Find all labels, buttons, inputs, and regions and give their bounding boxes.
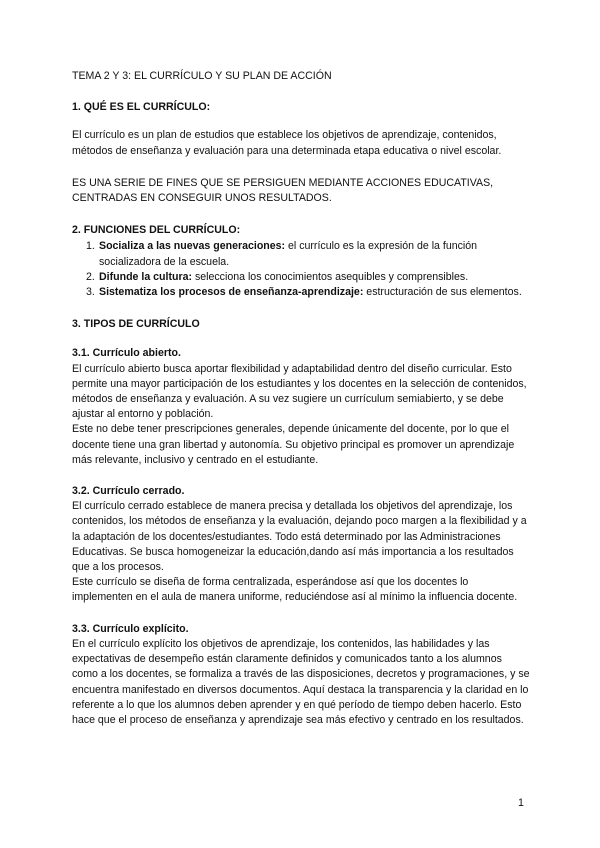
page-number: 1 <box>518 797 524 809</box>
list-item-text: selecciona los conocimientos asequibles y comprensibles. <box>192 270 469 283</box>
subsection-3-1-paragraph-2: Este no debe tener prescripciones generales, depende únicamente del docente, por lo que el docente tiene una gran libertad y autonomía. Su objetivo principal es promover un aprendizaje más relevante, inclusivo y centrado en el estudiante. <box>72 423 515 466</box>
list-item <box>72 239 530 269</box>
functions-list <box>72 239 530 300</box>
document-title: TEMA 2 Y 3: EL CURRÍCULO Y SU PLAN DE ACCIÓN <box>72 70 332 82</box>
section-1-paragraph: El currículo es un plan de estudios que establece los objetivos de aprendizaje, contenidos, métodos de enseñanza y evaluación para una determinada etapa educativa o nivel escolar. <box>72 129 502 157</box>
subsection-open-curriculum <box>72 346 530 468</box>
subsection-3-3-paragraph-1: En el currículo explícito los objetivos de aprendizaje, los contenidos, las habilidades y las expectativas de desempeño están claramente definidos y comunicados tanto a los alumnos como a los docentes, se formaliza a través de las disposiciones, decretos y programaciones, y se encuentra manifestado en diversos documentos. Aquí destaca la transparencia y la claridad en lo referente a lo que los alumnos deben aprender y en qué período de tiempo deben hacerlo. Esto hace que el proceso de enseñanza y aprendizaje sea más efectivo y centrado en los resultados. <box>72 637 530 726</box>
list-item <box>72 270 530 285</box>
subsection-3-1-paragraph-1: El currículo abierto busca aportar flexibilidad y adaptabilidad dentro del diseño curricular. Esto permite una mayor participación de los estudiantes y los docentes en la selección de contenidos, métodos de enseñanza y evaluación. A su vez sugiere un currículum semiabierto, y se debe ajustar al entorno y población. <box>72 362 527 421</box>
subsection-explicit-curriculum <box>72 622 530 728</box>
subsection-3-1-heading: 3.1. Currículo abierto. <box>72 347 181 360</box>
subsection-3-2-paragraph-2: Este currículo se diseña de forma centralizada, esperándose así que los docentes lo implementen en el aula de manera uniforme, reduciéndose así al mínimo la influencia docente. <box>72 576 518 604</box>
subsection-3-2-heading: 3.2. Currículo cerrado. <box>72 485 185 498</box>
section-1-heading: 1. QUÉ ES EL CURRÍCULO: <box>72 101 211 114</box>
list-item-bold: Socializa a las nuevas generaciones: <box>99 240 286 253</box>
list-item-text: estructuración de sus elementos. <box>363 286 522 299</box>
subsection-3-3-heading: 3.3. Currículo explícito. <box>72 622 189 635</box>
list-item-number: 1. <box>86 240 95 253</box>
list-item-text: el currículo es la expresión de la función socializadora de la escuela. <box>99 240 478 268</box>
list-item-number: 2. <box>86 270 95 283</box>
list-item-bold: Difunde la cultura: <box>99 270 192 283</box>
page-content <box>72 69 530 744</box>
section-2-heading: 2. FUNCIONES DEL CURRÍCULO: <box>72 224 241 237</box>
subsection-closed-curriculum <box>72 484 530 606</box>
list-item-number: 3. <box>86 286 95 299</box>
list-item-bold: Sistematiza los procesos de enseñanza-aprendizaje: <box>99 286 364 299</box>
section-1-caps-paragraph: ES UNA SERIE DE FINES QUE SE PERSIGUEN MEDIANTE ACCIONES EDUCATIVAS, CENTRADAS EN CONSEGUIR UNOS RESULTADOS. <box>72 176 494 205</box>
section-3-heading: 3. TIPOS DE CURRÍCULO <box>72 318 200 331</box>
subsection-3-2-paragraph-1: El currículo cerrado establece de manera precisa y detallada los objetivos del aprendizaje, los contenidos, los métodos de enseñanza y la evaluación, dejando poco margen a la flexibilidad y a la adaptación de los docentes/estudiantes. Todo está determinado por las Administraciones Educativas. Se busca homogeneizar la educación,dando así más importancia a los resultados que a los procesos. <box>72 500 527 574</box>
list-item <box>72 285 530 300</box>
